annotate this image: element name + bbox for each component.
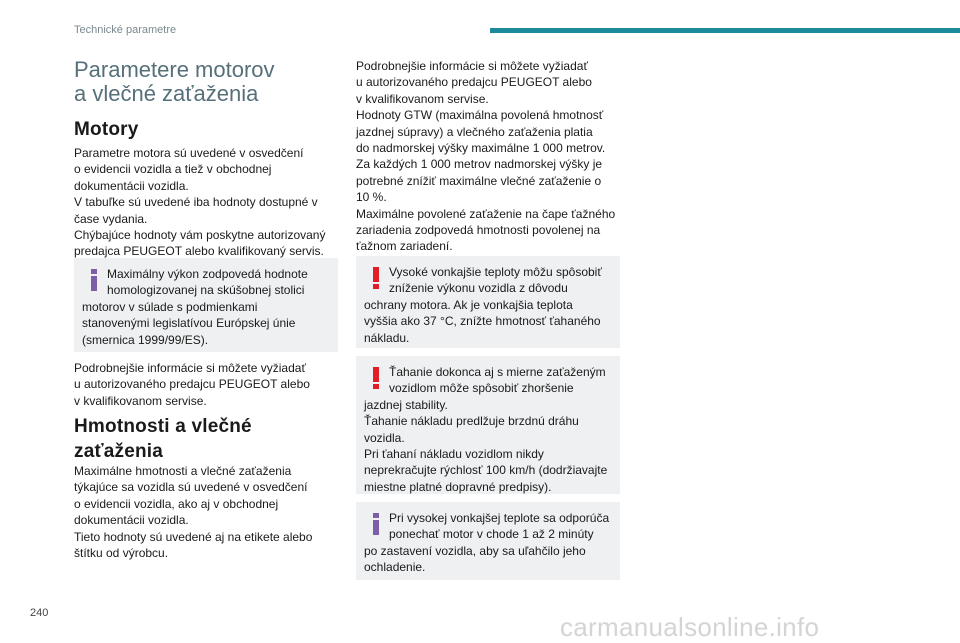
text-line: v kvalifikovanom servise. — [74, 393, 207, 408]
text-line: v kvalifikovanom servise. — [356, 91, 489, 106]
text-line: Ťahanie nákladu predlžuje brzdnú dráhu — [364, 414, 579, 429]
text-line: Pri ťahaní nákladu vozidlom nikdy — [364, 447, 544, 462]
text-line: Maximálny výkon zodpovedá hodnote — [107, 267, 308, 281]
text-line: Podrobnejšie informácie si môžete vyžiadať — [356, 59, 588, 73]
heading-line: zaťaženia — [74, 441, 164, 462]
text-line: čase vydania. — [74, 211, 148, 226]
text-line: neprekračujte rýchlosť 100 km/h (dodržiavajte — [364, 463, 608, 478]
text-line: predajca PEUGEOT alebo kvalifikovaný servis. — [74, 244, 324, 259]
text-line: u autorizovaného predajcu PEUGEOT alebo — [356, 75, 592, 90]
text-line: stanovenými legislatívou Európskej únie — [82, 316, 296, 331]
text-line: zariadenia zodpovedá hmotnosti povolenej na — [356, 223, 601, 238]
text-line: jazdnej stability. — [364, 397, 448, 412]
warning-box-2 — [356, 356, 620, 494]
text-line: jazdnej súpravy) a vlečného zaťaženia platia — [356, 124, 593, 139]
text-line: V tabuľke sú uvedené iba hodnoty dostupné v — [74, 195, 318, 210]
right-paragraph — [356, 58, 631, 255]
text-line: o evidencii vozidla, ako aj v obchodnej — [74, 496, 279, 511]
text-line: zníženie výkonu vozidla z dôvodu — [389, 281, 568, 296]
chapter-header: Technické parametre — [74, 24, 177, 36]
text-line: ochladenie. — [364, 560, 426, 575]
text-line: u autorizovaného predajcu PEUGEOT alebo — [74, 377, 310, 392]
heading-motory: Motory — [74, 119, 139, 140]
text-line: Parametre motora sú uvedené v osvedčení — [74, 146, 304, 160]
text-line: po zastavení vozidla, aby sa uľahčilo jeho — [364, 543, 586, 558]
watermark: carmanualsonline.info — [560, 612, 820, 642]
text-line: 10 %. — [356, 190, 387, 205]
text-line: Za každých 1 000 metrov nadmorskej výšky je — [356, 157, 603, 172]
text-line: potrebné znížiť maximálne vlečné zaťaženie o — [356, 173, 602, 188]
text-line: ťažnom zariadení. — [356, 239, 453, 254]
text-line: Chýbajúce hodnoty vám poskytne autorizovaný — [74, 228, 326, 243]
info-note-box — [74, 258, 338, 352]
text-line: štítku od výrobcu. — [74, 546, 169, 561]
info-icon — [370, 513, 382, 535]
text-line: Maximálne povolené zaťaženie na čape ťažného — [356, 206, 616, 221]
text-line: vozidlom môže spôsobiť zhoršenie — [389, 381, 574, 396]
text-line: Podrobnejšie informácie si môžete vyžiadať — [74, 361, 306, 375]
info-note-text — [82, 266, 330, 348]
heading-hmotnosti — [74, 414, 252, 464]
text-line: týkajúce sa vozidla sú uvedené v osvedčení — [74, 480, 308, 495]
warning-1-text — [364, 264, 612, 346]
warning-box-1 — [356, 256, 620, 348]
motory-paragraph — [74, 145, 344, 260]
info-note-box-2 — [356, 502, 620, 580]
page-number: 240 — [30, 607, 49, 619]
text-line: homologizovanej na skúšobnej stolici — [107, 283, 305, 298]
text-line: Pri vysokej vonkajšej teplote sa odporúča — [389, 511, 610, 525]
text-line: Ťahanie dokonca aj s mierne zaťaženým — [389, 365, 606, 379]
header-accent-bar — [490, 28, 960, 33]
motory-paragraph-2 — [74, 360, 344, 409]
text-line: (smernica 1999/99/ES). — [82, 332, 209, 347]
section-title — [74, 58, 336, 106]
text-line: vyššia ako 37 °C, znížte hmotnosť ťahaného — [364, 314, 601, 329]
section-title-line: a vlečné zaťaženia — [74, 81, 259, 106]
text-line: Vysoké vonkajšie teploty môžu spôsobiť — [389, 265, 602, 279]
text-line: Maximálne hmotnosti a vlečné zaťaženia — [74, 464, 292, 478]
section-title-line: Parametere motorov — [74, 57, 275, 82]
warning-icon — [370, 267, 382, 289]
text-line: ochrany motora. Ak je vonkajšia teplota — [364, 297, 573, 312]
hmotnosti-paragraph — [74, 463, 344, 561]
info-icon — [88, 269, 100, 291]
text-line: Hodnoty GTW (maximálna povolená hmotnosť — [356, 108, 604, 123]
text-line: miestne platné dopravné predpisy). — [364, 479, 552, 494]
info-note-2-text — [364, 510, 612, 576]
text-line: vozidla. — [364, 430, 405, 445]
text-line: dokumentácii vozidla. — [74, 513, 189, 528]
text-line: Tieto hodnoty sú uvedené aj na etikete alebo — [74, 529, 313, 544]
text-line: dokumentácii vozidla. — [74, 178, 189, 193]
text-line: ponechať motor v chode 1 až 2 minúty — [389, 527, 594, 542]
text-line: do nadmorskej výšky maximálne 1 000 metrov. — [356, 141, 606, 156]
text-line: motorov v súlade s podmienkami — [82, 299, 258, 314]
warning-2-text — [364, 364, 612, 495]
warning-icon — [370, 367, 382, 389]
heading-line: Hmotnosti a vlečné — [74, 416, 252, 437]
text-line: o evidencii vozidla a tiež v obchodnej — [74, 162, 272, 177]
text-line: nákladu. — [364, 330, 410, 345]
